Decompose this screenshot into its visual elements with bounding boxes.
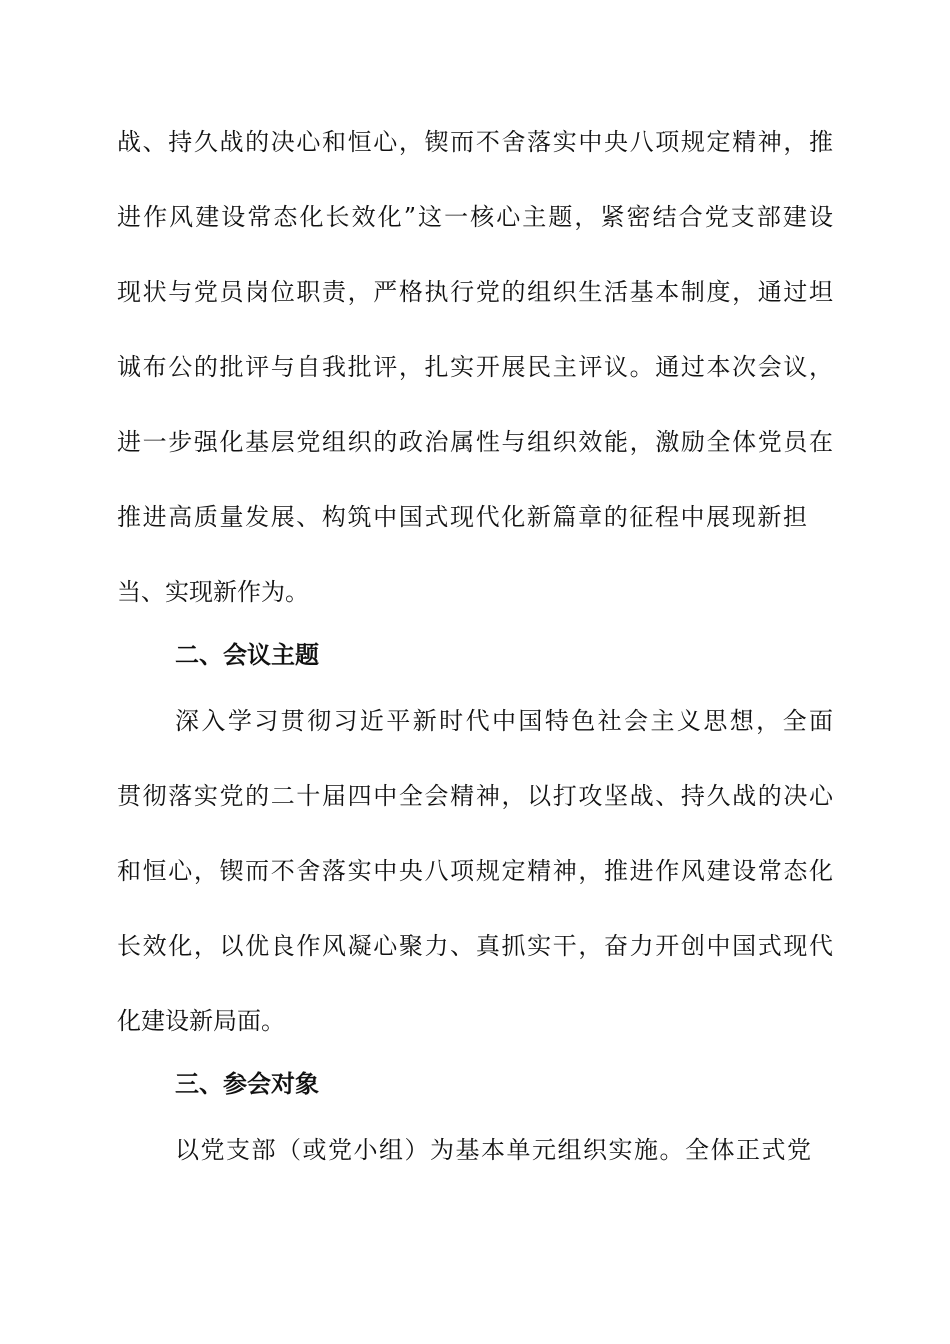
body-text-line: 推进高质量发展、构筑中国式现代化新篇章的征程中展现新担 — [117, 503, 807, 531]
section-heading-meeting-theme: 二、会议主题 — [175, 641, 319, 669]
body-text-line: 化建设新局面。 — [117, 1007, 285, 1035]
body-text-line: 诚布公的批评与自我批评，扎实开展民主评议。通过本次会议， — [117, 353, 833, 381]
body-text-line: 长效化，以优良作风凝心聚力、真抓实干，奋力开创中国式现代 — [117, 932, 833, 960]
body-text-line: 贯彻落实党的二十届四中全会精神，以打攻坚战、持久战的决心 — [117, 782, 833, 810]
body-text-line: 和恒心，锲而不舍落实中央八项规定精神，推进作风建设常态化 — [117, 857, 833, 885]
section-heading-participants: 三、参会对象 — [175, 1070, 319, 1098]
body-text-line: 以党支部（或党小组）为基本单元组织实施。全体正式党 — [175, 1136, 811, 1164]
body-text-line: 深入学习贯彻习近平新时代中国特色社会主义思想，全面 — [175, 707, 833, 735]
body-text-line: 进作风建设常态化长效化”这一核心主题，紧密结合党支部建设 — [117, 203, 833, 231]
body-text-line: 当、实现新作为。 — [117, 578, 309, 606]
body-text-line: 战、持久战的决心和恒心，锲而不舍落实中央八项规定精神，推 — [117, 128, 833, 156]
body-text-line: 进一步强化基层党组织的政治属性与组织效能，激励全体党员在 — [117, 428, 833, 456]
body-text-line: 现状与党员岗位职责，严格执行党的组织生活基本制度，通过坦 — [117, 278, 833, 306]
